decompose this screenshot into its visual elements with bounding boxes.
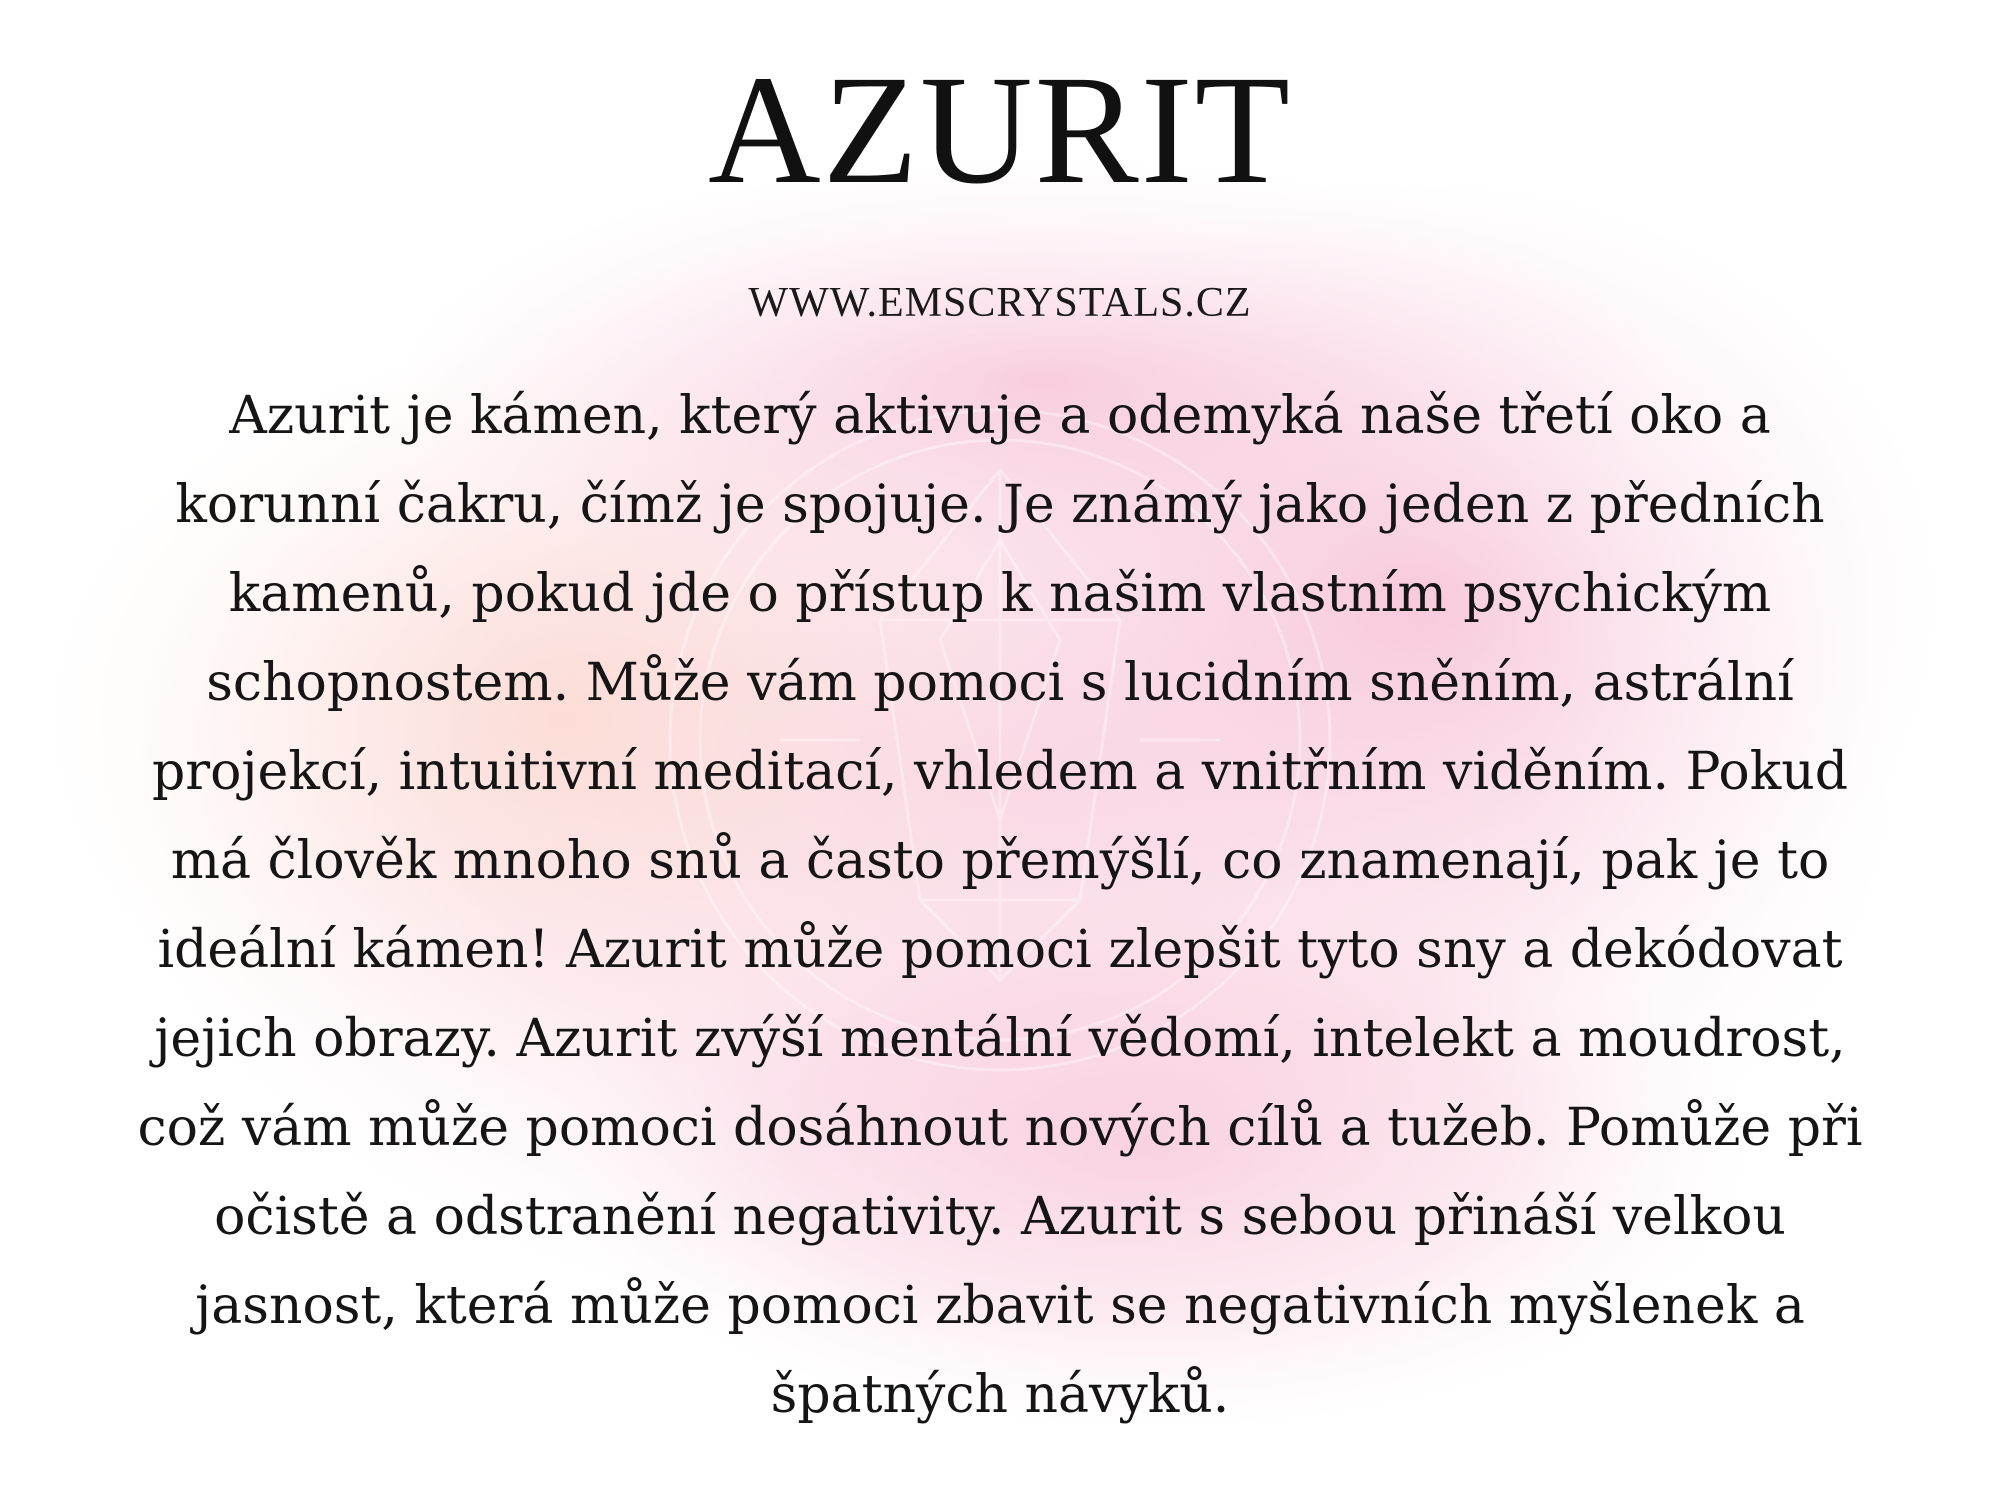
description-line: Azurit je kámen, který aktivuje a odemyká naše třetí oko a xyxy=(229,386,1771,446)
description-line: má člověk mnoho snů a často přemýšlí, co znamenají, pak je to xyxy=(170,831,1830,891)
description-paragraph xyxy=(50,372,1950,1440)
description-line: což vám může pomoci dosáhnout nových cílů a tužeb. Pomůže při xyxy=(137,1098,1863,1158)
page-title: AZURIT xyxy=(708,43,1292,216)
description-line: špatných návyků. xyxy=(770,1365,1230,1425)
description-line: korunní čakru, čímž je spojuje. Je známý jako jeden z předních xyxy=(175,475,1825,535)
description-line: jasnost, která může pomoci zbavit se negativních myšlenek a xyxy=(195,1276,1805,1336)
description-line: schopnostem. Může vám pomoci s lucidním sněním, astrální xyxy=(206,653,1794,713)
description-line: ideální kámen! Azurit může pomoci zlepšit tyto sny a dekódovat xyxy=(157,920,1843,980)
description-line: kamenů, pokud jde o přístup k našim vlastním psychickým xyxy=(228,564,1772,624)
description-line: jejich obrazy. Azurit zvýší mentální vědomí, intelekt a moudrost, xyxy=(154,1009,1846,1069)
description-line: projekcí, intuitivní meditací, vhledem a vnitřním viděním. Pokud xyxy=(151,742,1849,802)
description-line: očistě a odstranění negativity. Azurit s sebou přináší velkou xyxy=(214,1187,1786,1247)
website-url: WWW.EMSCRYSTALS.CZ xyxy=(748,280,1252,326)
